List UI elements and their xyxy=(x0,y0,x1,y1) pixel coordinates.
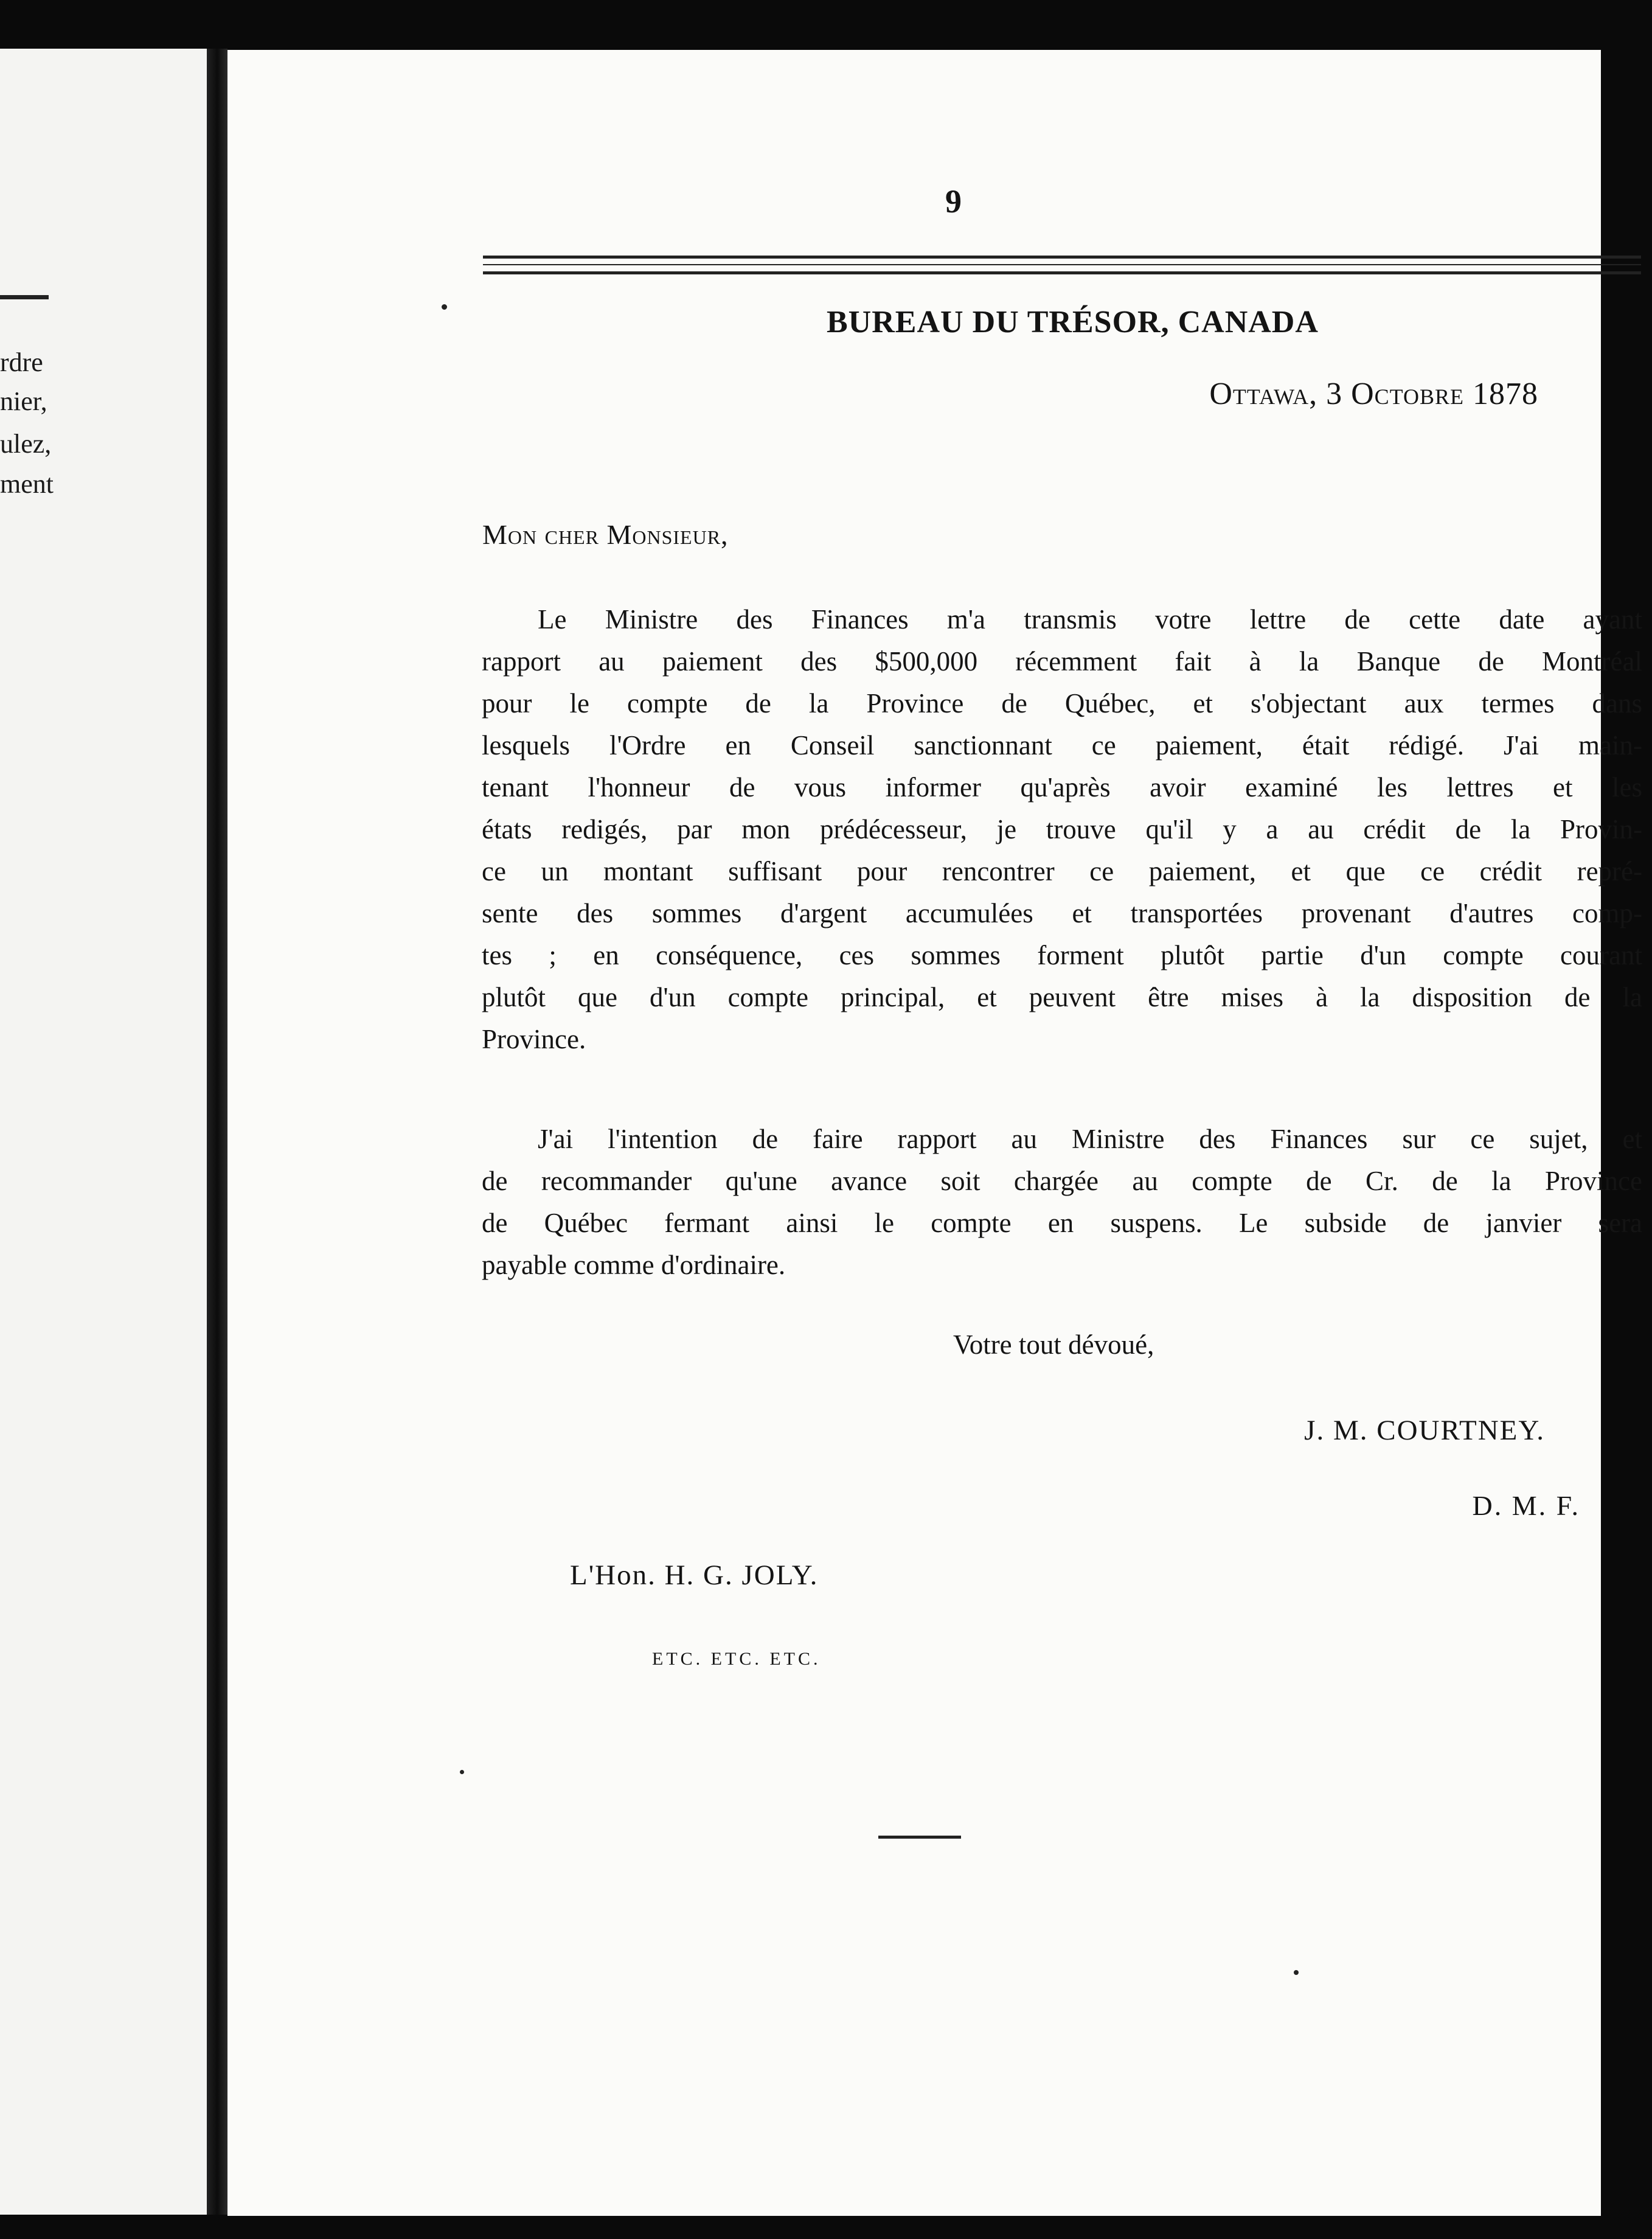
letter-recipient: L'Hon. H. G. JOLY. xyxy=(570,1559,819,1591)
book-gutter xyxy=(207,49,227,2215)
left-page-fragment: ment xyxy=(0,469,54,499)
text-line: tenant l'honneur de vous informer qu'après avoir examiné les lettres et les xyxy=(482,772,1642,803)
text-line: tes ; en conséquence, ces sommes forment plutôt partie d'un compte courant xyxy=(482,940,1642,970)
header-rule xyxy=(483,256,1641,259)
left-page-fragment: nier, xyxy=(0,386,47,416)
text-line: payable comme d'ordinaire. xyxy=(482,1250,786,1280)
text-line: rapport au paiement des $500,000 récemment fait à la Banque de Montréal xyxy=(482,646,1642,677)
letter-heading: BUREAU DU TRÉSOR, CANADA xyxy=(827,305,1319,340)
letter-paragraph-2 xyxy=(482,1118,1642,1286)
left-page-rule xyxy=(0,295,49,299)
text-line: Le Ministre des Finances m'a transmis votre lettre de cette date ayant xyxy=(538,604,1642,635)
letter-paragraph-1 xyxy=(482,599,1642,1060)
header-rule xyxy=(483,264,1641,265)
document-page xyxy=(227,50,1642,2216)
recipient-etc: ETC. ETC. ETC. xyxy=(652,1649,821,1669)
letter-closing: Votre tout dévoué, xyxy=(953,1329,1154,1360)
text-line: de recommander qu'une avance soit chargée au compte de Cr. de la Province xyxy=(482,1166,1642,1196)
left-facing-page xyxy=(0,49,207,2215)
text-line: sente des sommes d'argent accumulées et transportées provenant d'autres comp- xyxy=(482,898,1642,928)
text-line: pour le compte de la Province de Québec, et s'objectant aux termes dans xyxy=(482,688,1642,719)
letter-salutation: Mon cher Monsieur, xyxy=(482,519,729,550)
letter-dateline: Ottawa, 3 Octobre 1878 xyxy=(1209,377,1538,411)
text-line: de Québec fermant ainsi le compte en suspens. Le subside de janvier sera xyxy=(482,1208,1642,1238)
signature-name: J. M. COURTNEY. xyxy=(1304,1415,1545,1446)
ink-speck xyxy=(1294,1970,1299,1975)
signature-title: D. M. F. xyxy=(1472,1490,1580,1521)
ink-speck xyxy=(442,304,447,310)
ink-speck xyxy=(460,1770,464,1774)
text-line: états redigés, par mon prédécesseur, je trouve qu'il y a au crédit de la Provin- xyxy=(482,814,1642,844)
left-page-fragment: rdre xyxy=(0,347,43,377)
text-line: Province. xyxy=(482,1024,586,1054)
page-number: 9 xyxy=(945,183,962,220)
text-line: plutôt que d'un compte principal, et peuvent être mises à la disposition de la xyxy=(482,982,1642,1012)
end-rule xyxy=(878,1836,961,1839)
left-page-fragment: ulez, xyxy=(0,429,52,459)
text-line: J'ai l'intention de faire rapport au Ministre des Finances sur ce sujet, et xyxy=(538,1124,1642,1154)
text-line: lesquels l'Ordre en Conseil sanctionnant ce paiement, était rédigé. J'ai main- xyxy=(482,730,1642,761)
text-line: ce un montant suffisant pour rencontrer ce paiement, et que ce crédit repré- xyxy=(482,856,1642,886)
header-rule xyxy=(483,271,1641,274)
